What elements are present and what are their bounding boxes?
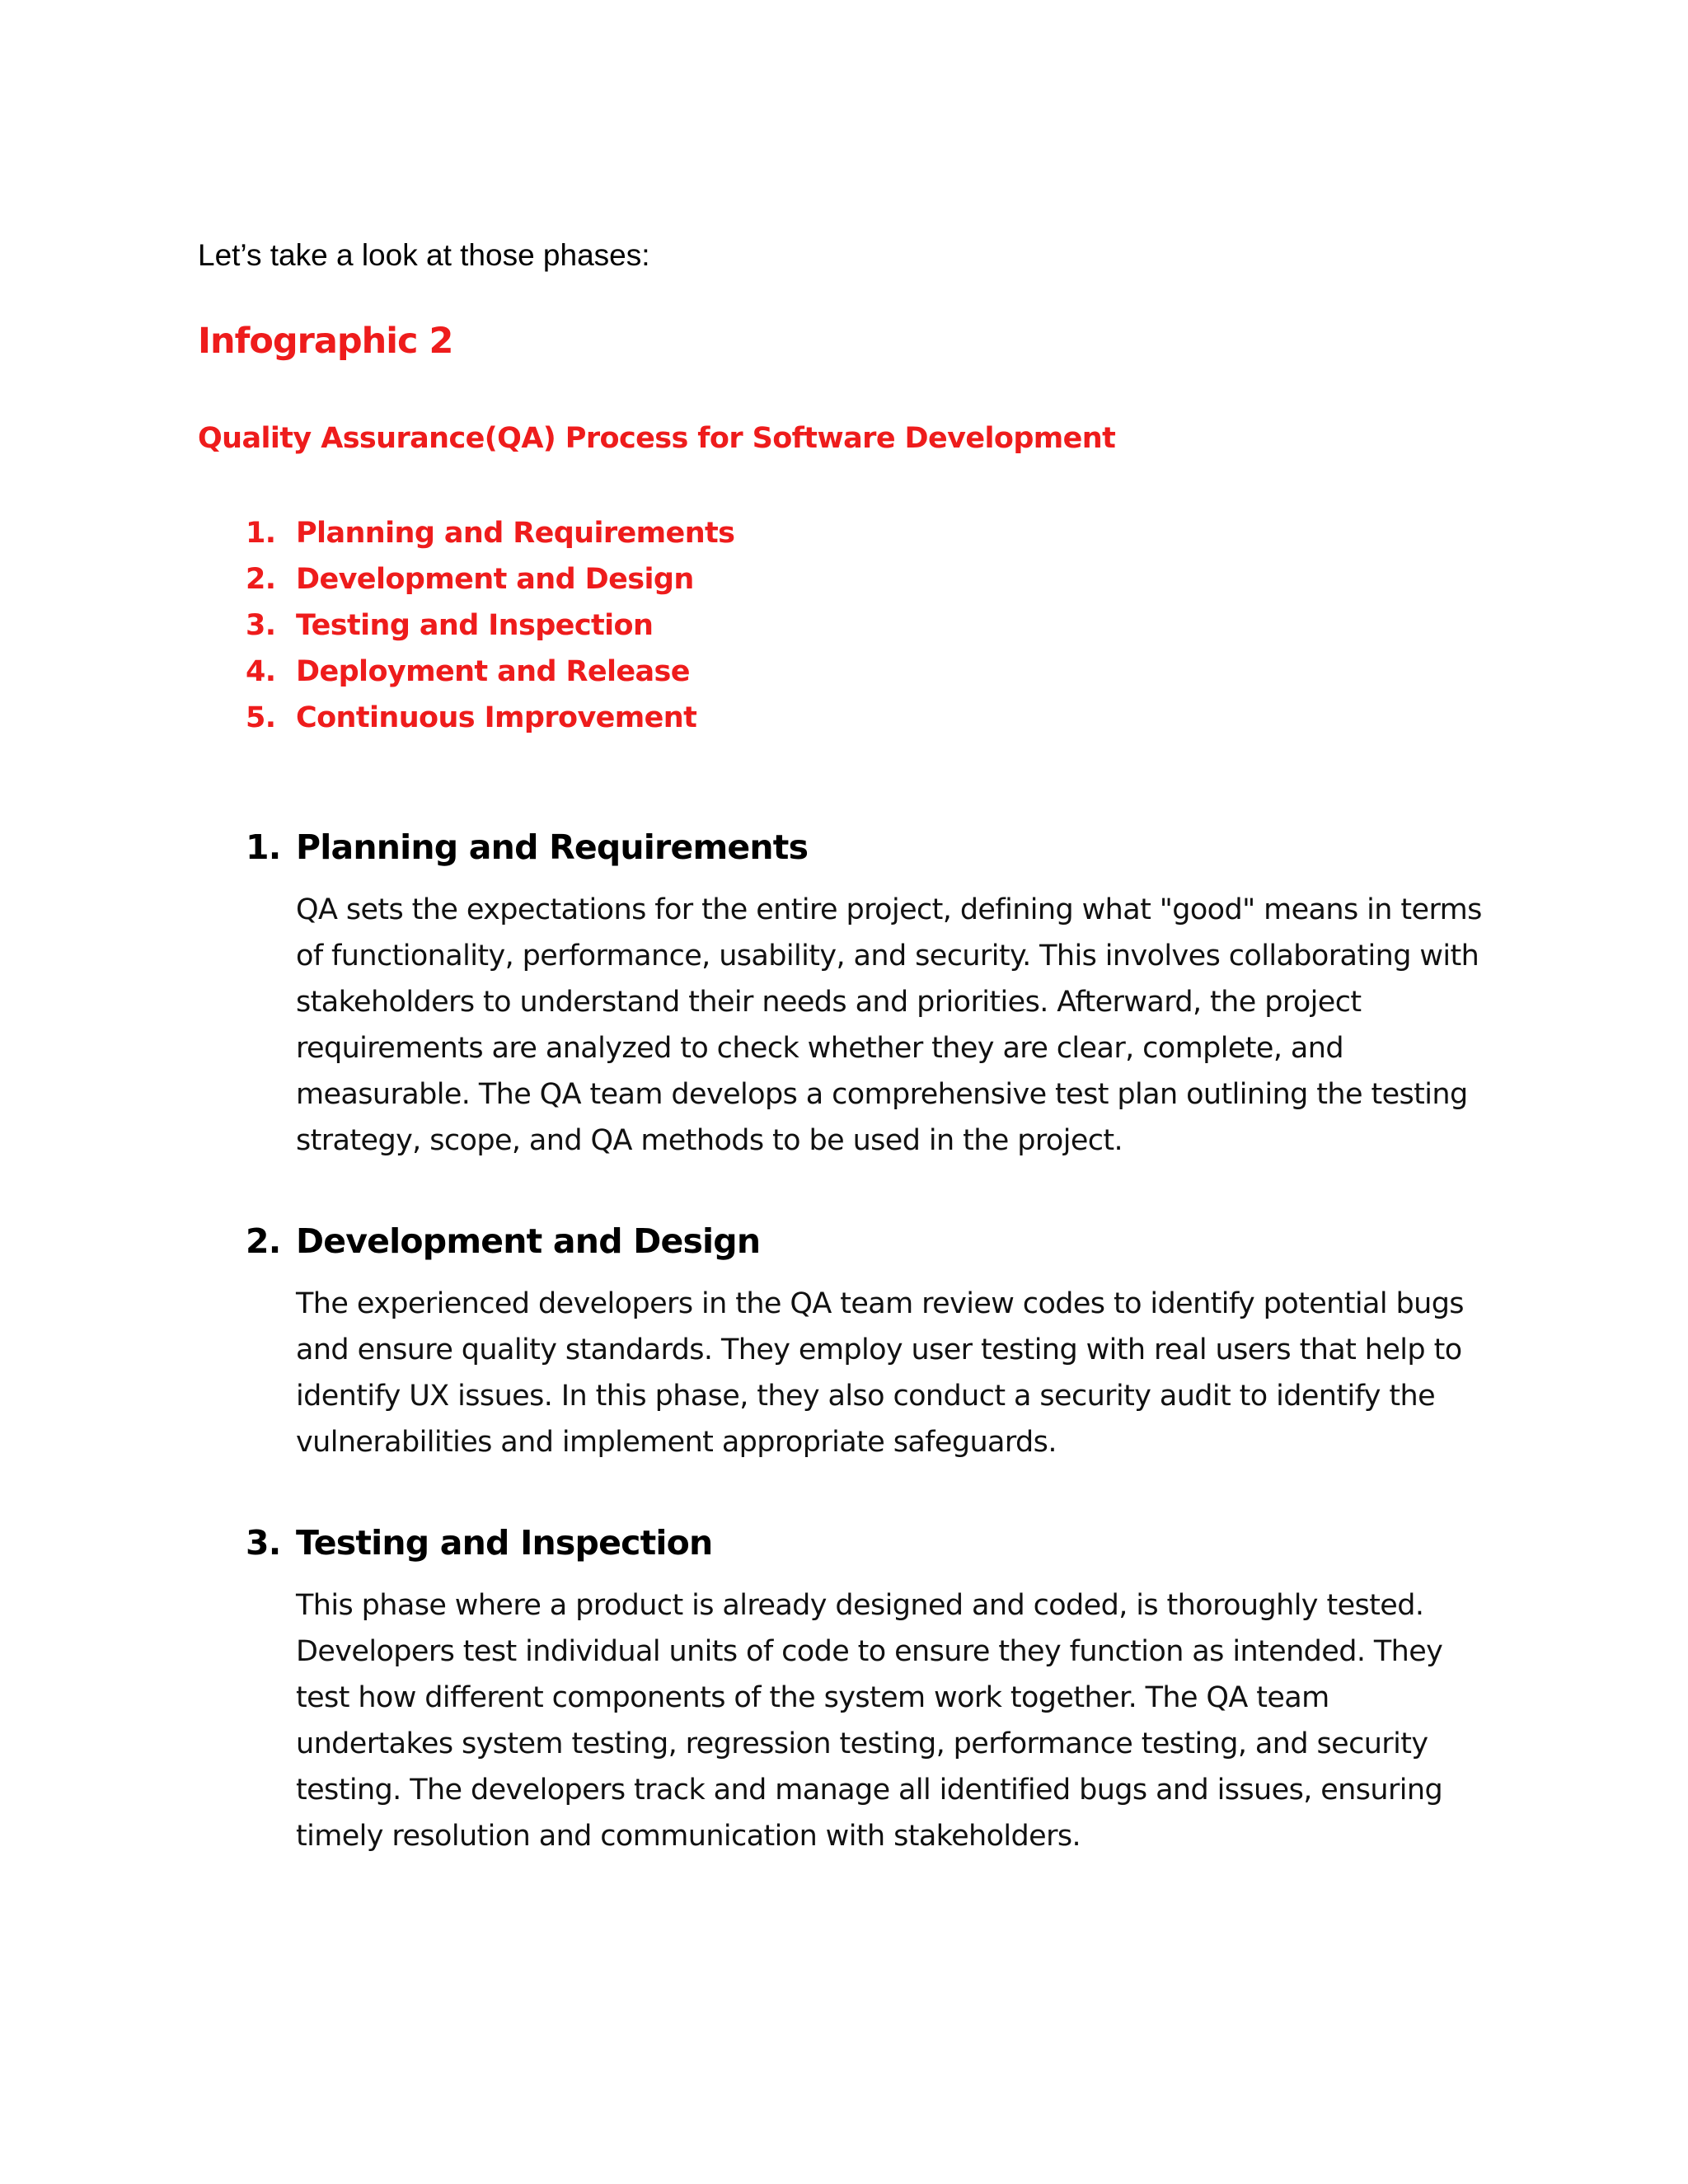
phase-list-number: 5. bbox=[246, 701, 276, 734]
section-title: Testing and Inspection bbox=[296, 1523, 713, 1563]
section-heading bbox=[246, 823, 1490, 872]
phase-list-item bbox=[246, 695, 734, 741]
phase-list-label: Deployment and Release bbox=[296, 655, 690, 688]
section-heading bbox=[246, 1216, 1490, 1266]
phase-list-item bbox=[246, 649, 734, 695]
section-title: Development and Design bbox=[296, 1221, 761, 1261]
section-number: 1. bbox=[246, 827, 281, 867]
section-body: This phase where a product is already designed and coded, is thoroughly tested. Developers test individual units of code to ensure they function as intended. They test how different components of the system work together. The QA team undertakes system testing, regression testing, performance testing, and security testing. The developers track and manage all identified bugs and issues, ensuring timely resolution and communication with stakeholders. bbox=[296, 1589, 1443, 1853]
section-number: 3. bbox=[246, 1523, 281, 1563]
section-title: Planning and Requirements bbox=[296, 827, 809, 867]
phase-list-number: 1. bbox=[246, 517, 276, 550]
phase-list-label: Continuous Improvement bbox=[296, 701, 697, 734]
section-planning-and-requirements bbox=[246, 823, 1490, 1164]
section-body: The experienced developers in the QA team review codes to identify potential bugs and ensure quality standards. They employ user testing with real users that help to identify UX issues. In this phase, they also conduct a security audit to identify the vulnerabilities and implement appropriate safeguards. bbox=[296, 1287, 1464, 1459]
phase-list-item bbox=[246, 510, 734, 556]
intro-text: Let’s take a look at those phases: bbox=[198, 238, 650, 272]
process-title: Quality Assurance(QA) Process for Software Development bbox=[198, 422, 1116, 455]
phase-list-number: 3. bbox=[246, 609, 276, 642]
section-development-and-design bbox=[246, 1216, 1490, 1465]
phase-list-item bbox=[246, 602, 734, 649]
phase-list-number: 4. bbox=[246, 655, 276, 688]
phase-list-number: 2. bbox=[246, 563, 276, 596]
section-body: QA sets the expectations for the entire project, defining what "good" means in terms of functionality, performance, usability, and security. This involves collaborating with stakeholders to understand their needs and priorities. Afterward, the project requirements are analyzed to check whether they are clear, complete, and measurable. The QA team develops a comprehensive test plan outlining the testing strategy, scope, and QA methods to be used in the project. bbox=[296, 893, 1482, 1157]
section-heading bbox=[246, 1518, 1490, 1568]
section-testing-and-inspection bbox=[246, 1518, 1490, 1859]
phase-list-label: Testing and Inspection bbox=[296, 609, 654, 642]
phase-list-item bbox=[246, 556, 734, 602]
phase-list bbox=[246, 510, 734, 741]
infographic-title: Infographic 2 bbox=[198, 321, 453, 362]
phase-list-label: Planning and Requirements bbox=[296, 517, 735, 550]
section-number: 2. bbox=[246, 1221, 281, 1261]
phase-list-label: Development and Design bbox=[296, 563, 694, 596]
